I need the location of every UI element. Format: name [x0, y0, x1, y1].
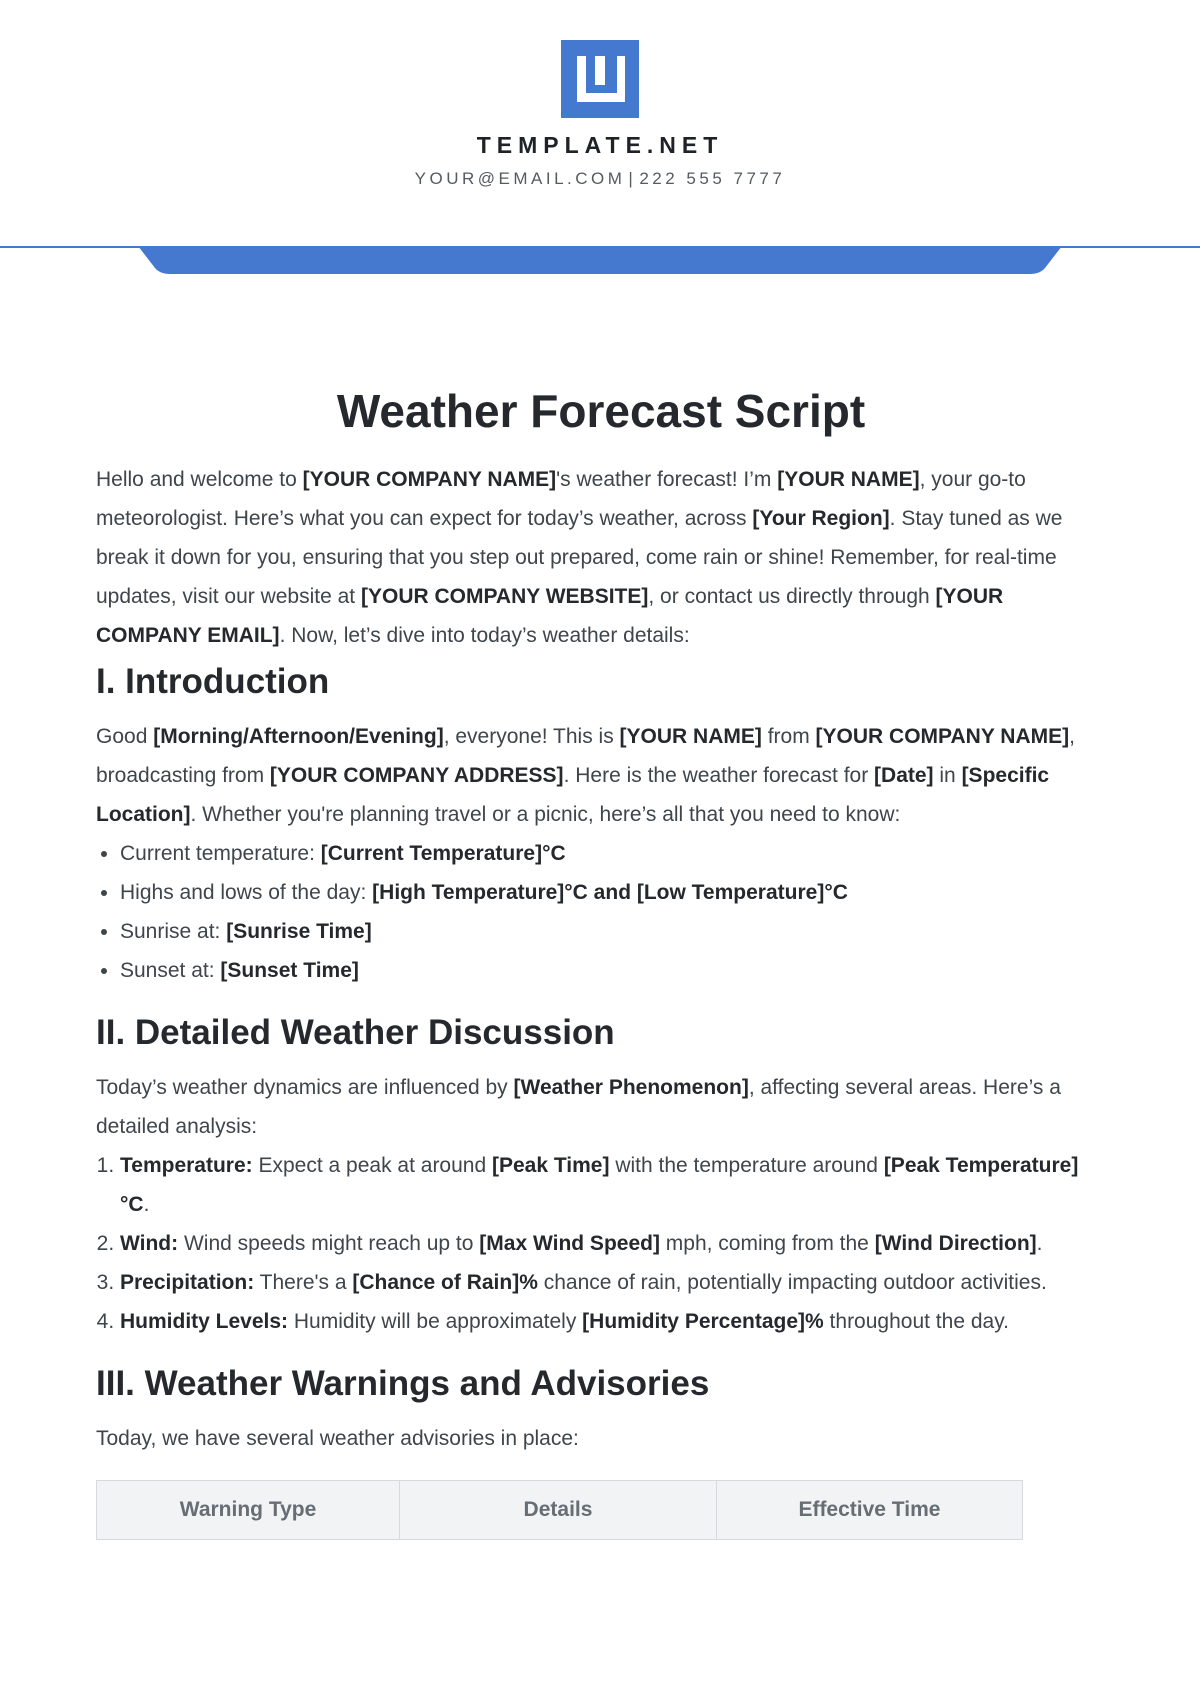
- discussion-paragraph: Today’s weather dynamics are influenced by [Weather Phenomenon], affecting several areas. Here’s a detailed analysis:: [96, 1075, 1061, 1138]
- conditions-list: [96, 834, 1106, 990]
- list-item: 4. Humidity Levels: Humidity will be approximately [Humidity Percentage]% throughout the day.: [120, 1302, 1106, 1341]
- introduction-paragraph: Good [Morning/Afternoon/Evening], everyone! This is [YOUR NAME] from [YOUR COMPANY NAME], broadcasting from [YOUR COMPANY ADDRESS]. Here is the weather forecast for [Date] in [Specific Location]. Whether you're planning travel or a picnic, here’s all that you need to know:: [96, 724, 1075, 826]
- warnings-paragraph: Today, we have several weather advisories in place:: [96, 1426, 579, 1450]
- intro-paragraph: Hello and welcome to [YOUR COMPANY NAME]'s weather forecast! I’m [YOUR NAME], your go-to meteorologist. Here’s what you can expect for today’s weather, across [Your Region]. Stay tuned as we break it down for you, ensuring that you step out prepared, come rain or shine! Remember, for real-time updates, visit our website at [YOUR COMPANY WEBSITE], or contact us directly through [YOUR COMPANY EMAIL]. Now, let’s dive into today’s weather details:: [96, 467, 1063, 647]
- contact-line: [0, 169, 1200, 189]
- column-header-warning-type: Warning Type: [97, 1480, 400, 1539]
- website-placeholder: [YOUR COMPANY WEBSITE]: [360, 584, 649, 608]
- logo: [561, 40, 639, 118]
- list-item: 2. Wind: Wind speeds might reach up to [Max Wind Speed] mph, coming from the [Wind Direction].: [120, 1224, 1106, 1263]
- contact-separator: |: [628, 169, 637, 188]
- header-accent-band: [0, 240, 1200, 276]
- analysis-list: [96, 1146, 1106, 1341]
- brand-name: TEMPLATE.NET: [476, 132, 724, 158]
- company-name-placeholder: [YOUR COMPANY NAME]: [302, 467, 557, 491]
- section-heading-detailed-discussion: II. Detailed Weather Discussion: [96, 1012, 615, 1052]
- region-placeholder: [Your Region]: [752, 506, 890, 530]
- document-body: [96, 385, 1106, 1540]
- table-header-row: [97, 1480, 1023, 1539]
- email-placeholder: [YOUR COMPANY EMAIL]: [96, 584, 1004, 647]
- section-heading-introduction: I. Introduction: [96, 661, 330, 701]
- list-item: • Sunrise at: [Sunrise Time]: [120, 912, 1106, 951]
- list-item: 1. Temperature: Expect a peak at around [Peak Time] with the temperature around [Peak Temperature]°C.: [120, 1146, 1106, 1224]
- contact-email: YOUR@EMAIL.COM: [414, 169, 626, 188]
- your-name-placeholder: [YOUR NAME]: [777, 467, 920, 491]
- contact-phone: 222 555 7777: [639, 169, 786, 188]
- column-header-details: Details: [400, 1480, 717, 1539]
- list-item: • Highs and lows of the day: [High Temperature]°C and [Low Temperature]°C: [120, 873, 1106, 912]
- page-title: Weather Forecast Script: [336, 385, 866, 437]
- column-header-effective-time: Effective Time: [716, 1480, 1022, 1539]
- template-logo-icon: [561, 40, 639, 118]
- list-item: • Sunset at: [Sunset Time]: [120, 951, 1106, 990]
- list-item: • Current temperature: [Current Temperature]°C: [120, 834, 1106, 873]
- list-item: 3. Precipitation: There's a [Chance of Rain]% chance of rain, potentially impacting outdoor activities.: [120, 1263, 1106, 1302]
- document-header: [0, 0, 1200, 290]
- advisories-table: [96, 1480, 1023, 1540]
- section-heading-warnings: III. Weather Warnings and Advisories: [96, 1363, 710, 1403]
